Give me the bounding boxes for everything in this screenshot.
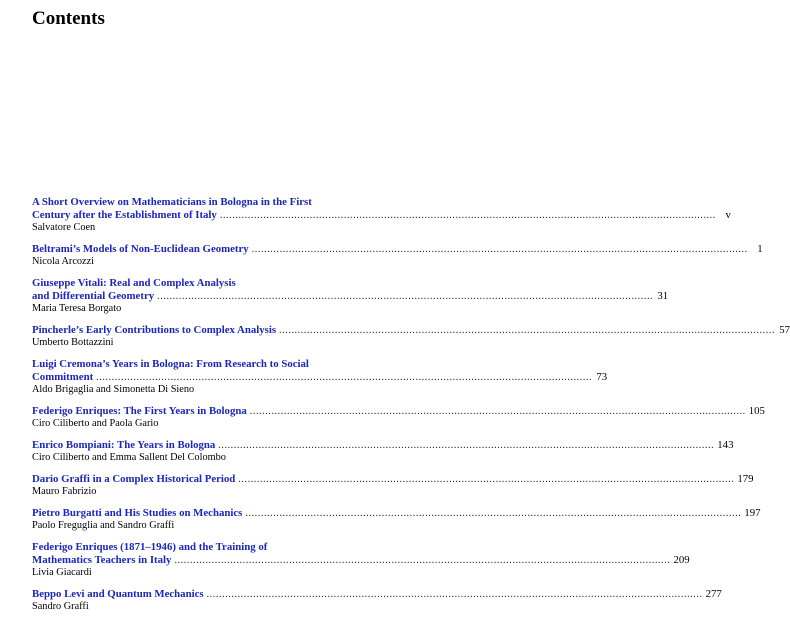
entry-page-number: 197 [744,507,761,519]
entry-authors: Ciro Ciliberto and Emma Sallent Del Colombo [32,452,226,463]
toc-entry[interactable] [32,324,790,349]
entry-title[interactable]: Beppo Levi and Quantum Mechanics [32,588,204,600]
dot-leader: ................................................................................................................................................................ [219,210,716,221]
entry-title[interactable]: Federigo Enriques: The First Years in Bologna [32,405,247,417]
entry-page-number: v [725,209,731,221]
dot-leader: ................................................................................................................................................................ [174,555,671,566]
entry-page-number: 31 [657,290,669,302]
entry-authors: Mauro Fabrizio [32,486,97,497]
toc-entry[interactable] [32,473,754,498]
dot-leader: ................................................................................................................................................................ [157,291,654,302]
toc-entry[interactable] [32,277,669,315]
entry-authors: Umberto Bottazzini [32,337,114,348]
entry-page-number: 179 [737,473,754,485]
entry-authors: Ciro Ciliberto and Paola Gario [32,418,159,429]
entry-authors: Sandro Graffi [32,601,89,612]
entry-authors: Nicola Arcozzi [32,256,95,267]
toc-entry[interactable] [32,196,731,234]
toc-entry[interactable] [32,243,763,268]
entry-title[interactable]: Federigo Enriques (1871–1946) and the Training of [32,541,268,553]
page-title: Contents [32,8,105,29]
entry-title[interactable]: and Differential Geometry [32,290,155,302]
entry-title[interactable]: Giuseppe Vitali: Real and Complex Analysis [32,277,236,289]
dot-leader: ................................................................................................................................................................ [206,589,703,600]
table-of-contents [32,196,790,622]
entry-page-number: 57 [779,324,790,336]
dot-leader: ................................................................................................................................................................ [96,372,593,383]
toc-entry[interactable] [32,588,722,613]
entry-page-number: 209 [673,554,690,566]
toc-entry[interactable] [32,541,690,579]
entry-authors: Salvatore Coen [32,222,96,233]
entry-page-number: 277 [705,588,722,600]
entry-page-number: 105 [748,405,765,417]
entry-title[interactable]: A Short Overview on Mathematicians in Bologna in the First [32,196,312,208]
entry-title[interactable]: Commitment [32,371,94,383]
entry-title[interactable]: Pietro Burgatti and His Studies on Mechanics [32,507,243,519]
entry-title[interactable]: Pincherle’s Early Contributions to Complex Analysis [32,324,277,336]
entry-title[interactable]: Luigi Cremona’s Years in Bologna: From Research to Social [32,358,309,370]
dot-leader: ................................................................................................................................................................ [238,474,735,485]
entry-page-number: 73 [596,371,608,383]
dot-leader: ................................................................................................................................................................ [251,244,748,255]
toc-entry[interactable] [32,358,608,396]
dot-leader: ................................................................................................................................................................ [245,508,742,519]
dot-leader: ................................................................................................................................................................ [279,325,776,336]
entry-authors: Maria Teresa Borgato [32,303,122,314]
entry-authors: Aldo Brigaglia and Simonetta Di Sieno [32,384,195,395]
toc-entry[interactable] [32,405,765,430]
toc-entry[interactable] [32,507,761,532]
entry-title[interactable]: Mathematics Teachers in Italy [32,554,172,566]
entry-authors: Livia Giacardi [32,567,92,578]
entry-title[interactable]: Enrico Bompiani: The Years in Bologna [32,439,216,451]
dot-leader: ................................................................................................................................................................ [218,440,715,451]
dot-leader: ................................................................................................................................................................ [249,406,746,417]
entry-title[interactable]: Century after the Establishment of Italy [32,209,217,221]
entry-page-number: 1 [757,243,763,255]
toc-entry[interactable] [32,439,734,464]
entry-title[interactable]: Beltrami’s Models of Non-Euclidean Geometry [32,243,249,255]
entry-page-number: 143 [717,439,734,451]
entry-title[interactable]: Dario Graffi in a Complex Historical Period [32,473,236,485]
entry-authors: Paolo Freguglia and Sandro Graffi [32,520,175,531]
